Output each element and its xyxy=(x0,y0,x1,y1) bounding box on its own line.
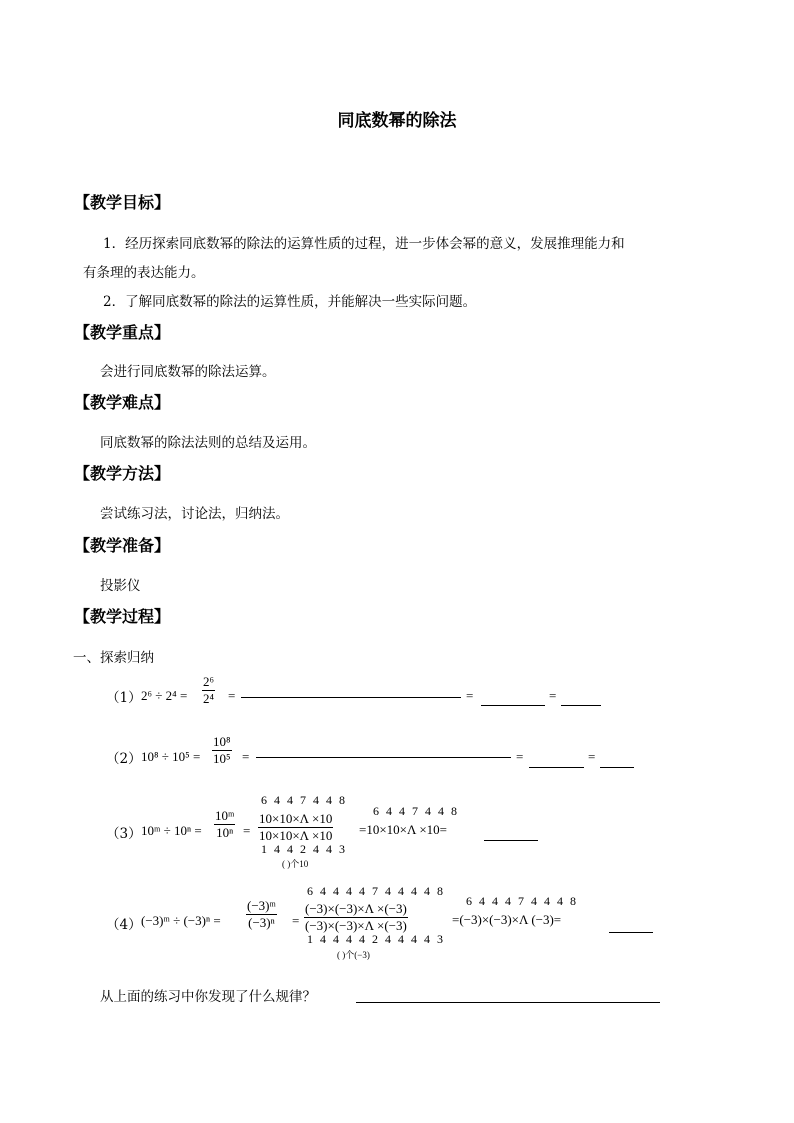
exercise-2-numerator: 10⁸ xyxy=(213,734,231,749)
exercise-3-rhs: =10×10×Λ ×10= xyxy=(359,822,447,837)
exercise-1-numerator: 2⁶ xyxy=(203,674,215,689)
exercise-2-blank-1[interactable] xyxy=(256,757,511,758)
exercise-2-denominator: 10⁵ xyxy=(213,751,231,766)
exercise-2-fraction xyxy=(212,734,232,767)
exercise-4-label: （4） xyxy=(106,917,142,933)
part-1-heading: 一、探索归纳 xyxy=(73,650,154,666)
exercise-3-product-numerator: 10×10×Λ ×10 xyxy=(259,811,333,826)
exercise-3-label: （3） xyxy=(106,826,142,842)
rule-question: 从上面的练习中你发现了什么规律？ xyxy=(100,989,316,1005)
exercise-4-count-label: ( )个(−3) xyxy=(337,950,370,960)
exercise-3-count-label: ( )个10 xyxy=(282,859,309,869)
exercise-3-overbrace: 6 4 4 7 4 4 8 xyxy=(261,793,347,807)
goal-1-line-1: 1．经历探索同底数幂的除法的运算性质的过程，进一步体会幂的意义，发展推理能力和 xyxy=(103,236,625,252)
exercise-4-product-numerator: (−3)×(−3)×Λ ×(−3) xyxy=(305,901,407,916)
exercise-4-denominator: (−3)ⁿ xyxy=(248,915,275,930)
exercise-4-fraction-left xyxy=(246,898,277,931)
exercise-2-blank-2[interactable] xyxy=(529,767,584,768)
exercise-2-eq-3: = xyxy=(588,749,596,764)
exercise-4-eq: = xyxy=(292,913,300,928)
goal-1-line-2: 有条理的表达能力。 xyxy=(83,265,205,281)
exercise-4-expr: (−3)ᵐ ÷ (−3)ⁿ = xyxy=(141,913,221,928)
exercise-2-expr: 10⁸ ÷ 10⁵ = xyxy=(141,749,201,764)
exercise-4-overbrace: 6 4 4 4 4 7 4 4 4 4 8 xyxy=(307,884,445,898)
exercise-1-expr: 2⁶ ÷ 2⁴ = xyxy=(141,688,188,703)
goal-2: 2．了解同底数幂的除法的运算性质，并能解决一些实际问题。 xyxy=(103,294,477,310)
exercise-1-blank-3[interactable] xyxy=(561,705,601,706)
exercise-4-blank[interactable] xyxy=(609,932,653,933)
exercise-2-eq-2: = xyxy=(516,749,524,764)
exercise-3-expr: 10ᵐ ÷ 10ⁿ = xyxy=(141,823,202,838)
exercise-3-blank[interactable] xyxy=(484,840,538,841)
exercise-4-rhs-overbrace: 6 4 4 4 7 4 4 4 8 xyxy=(466,894,578,908)
exercise-4-fraction-right xyxy=(304,901,408,934)
exercise-4-product-denominator: (−3)×(−3)×Λ ×(−3) xyxy=(305,918,407,933)
exercise-3-product-denominator: 10×10×Λ ×10 xyxy=(259,828,333,843)
exercise-3-fraction-left xyxy=(214,808,235,841)
exercise-2-label: （2） xyxy=(106,751,142,767)
exercise-1-eq-1: = xyxy=(228,688,236,703)
difficulty-heading: 【教学难点】 xyxy=(74,393,171,412)
prep-heading: 【教学准备】 xyxy=(74,536,171,555)
exercise-1-blank-1[interactable] xyxy=(241,697,461,698)
key-heading: 【教学重点】 xyxy=(74,323,171,342)
exercise-3-fraction-right xyxy=(258,811,333,844)
exercise-4-underbrace: 1 4 4 4 4 2 4 4 4 4 3 xyxy=(307,932,445,946)
exercise-3-underbrace: 1 4 4 2 4 4 3 xyxy=(261,842,347,856)
difficulty-text: 同底数幂的除法法则的总结及运用。 xyxy=(100,435,316,451)
exercise-1-label: （1） xyxy=(106,690,142,706)
exercise-3-rhs-overbrace: 6 4 4 7 4 4 8 xyxy=(373,804,459,818)
method-text: 尝试练习法，讨论法，归纳法。 xyxy=(100,506,289,522)
rule-answer-blank[interactable] xyxy=(356,1002,660,1003)
exercise-1-eq-3: = xyxy=(549,688,557,703)
exercise-4-numerator: (−3)ᵐ xyxy=(247,898,276,913)
process-heading: 【教学过程】 xyxy=(74,607,171,626)
prep-text: 投影仪 xyxy=(100,578,141,594)
exercise-2-blank-3[interactable] xyxy=(600,767,634,768)
key-text: 会进行同底数幂的除法运算。 xyxy=(100,364,276,380)
goal-heading: 【教学目标】 xyxy=(74,193,171,212)
page-title: 同底数幂的除法 xyxy=(337,111,457,131)
method-heading: 【教学方法】 xyxy=(74,464,171,483)
exercise-3-denominator: 10ⁿ xyxy=(216,825,234,840)
exercise-3-eq: = xyxy=(243,823,251,838)
exercise-1-eq-2: = xyxy=(466,688,474,703)
exercise-2-eq-1: = xyxy=(242,749,250,764)
exercise-3-numerator: 10ᵐ xyxy=(215,808,235,823)
exercise-4-rhs: =(−3)×(−3)×Λ (−3)= xyxy=(452,912,562,927)
exercise-1-denominator: 2⁴ xyxy=(203,691,215,706)
exercise-1-blank-2[interactable] xyxy=(481,705,545,706)
exercise-1-fraction xyxy=(202,674,215,707)
